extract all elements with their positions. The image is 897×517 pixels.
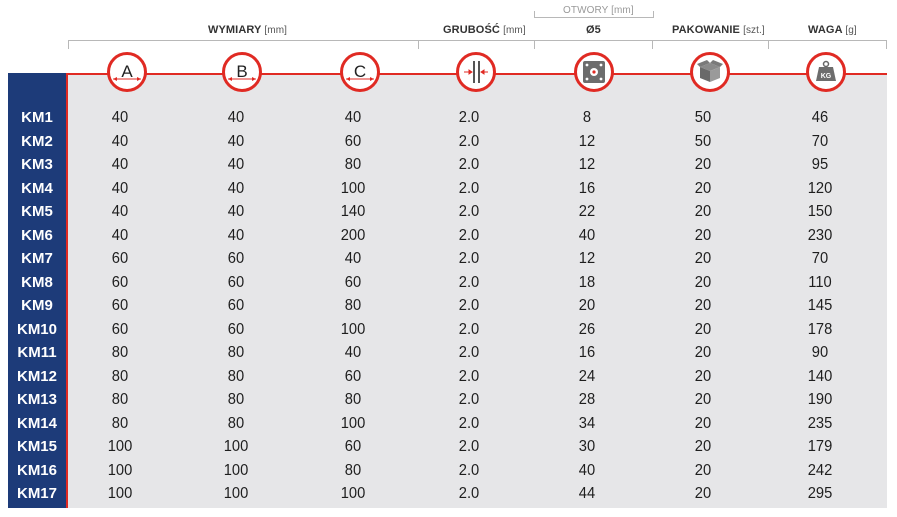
header-grubosc-label: GRUBOŚĆ: [443, 24, 500, 36]
weight-icon: [806, 52, 846, 92]
cell-b: 80: [227, 367, 245, 385]
cell-o: 24: [578, 367, 596, 385]
header-pakowanie-label: PAKOWANIE: [672, 24, 740, 36]
cell-a: 80: [111, 391, 129, 408]
cell-b: 100: [223, 438, 249, 455]
cell-b: 60: [227, 320, 245, 338]
cell-p: 20: [694, 273, 712, 291]
cell-p: 20: [694, 250, 712, 267]
cell-b: 40: [227, 226, 245, 244]
row-code: KM1: [21, 109, 53, 126]
cell-p: 20: [694, 461, 712, 479]
cell-p: 20: [694, 156, 712, 173]
cell-p: 20: [694, 226, 712, 244]
cell-a: 100: [107, 485, 133, 502]
table-row: [8, 412, 887, 435]
bracket-grubosc: [418, 40, 535, 49]
row-code: KM9: [21, 297, 53, 314]
cell-b: 80: [227, 414, 245, 432]
cell-c: 60: [344, 132, 362, 150]
cell-b: 40: [227, 156, 245, 173]
table-row: [8, 294, 887, 317]
cell-g: 2.0: [458, 391, 480, 408]
row-code: KM3: [21, 156, 53, 173]
cell-o: 28: [578, 391, 596, 408]
cell-p: 20: [694, 367, 712, 385]
row-code: KM12: [16, 367, 57, 385]
dimension-a-letter: A: [121, 62, 133, 81]
box-icon: [690, 52, 730, 92]
header-pakowanie-unit: [szt.]: [743, 25, 765, 36]
cell-o: 40: [578, 461, 596, 479]
cell-b: 40: [227, 203, 245, 220]
cell-w: 150: [807, 203, 833, 220]
table-row: [8, 247, 887, 270]
cell-o: 22: [578, 203, 596, 220]
table-row: [8, 200, 887, 223]
row-code: KM17: [16, 485, 57, 502]
cell-a: 100: [107, 461, 133, 479]
cell-c: 60: [344, 273, 362, 291]
cell-c: 100: [340, 485, 366, 502]
cell-p: 20: [694, 203, 712, 220]
cell-p: 20: [694, 391, 712, 408]
cell-o: 40: [578, 226, 596, 244]
cell-c: 40: [344, 109, 362, 126]
cell-o: 34: [578, 414, 596, 432]
cell-o: 18: [578, 273, 596, 291]
cell-g: 2.0: [458, 273, 480, 291]
cell-a: 60: [111, 320, 129, 338]
cell-c: 60: [344, 438, 362, 455]
cell-g: 2.0: [458, 461, 480, 479]
dimension-b-letter: B: [236, 62, 248, 81]
cell-p: 20: [694, 179, 712, 197]
cell-b: 40: [227, 109, 245, 126]
bracket-otwory: [534, 11, 654, 18]
thickness-icon: [456, 52, 496, 92]
cell-p: 20: [694, 320, 712, 338]
cell-p: 50: [694, 132, 712, 150]
cell-g: 2.0: [458, 438, 480, 455]
header-waga-label: WAGA: [808, 24, 843, 36]
table-row: [8, 435, 887, 458]
cell-b: 80: [227, 391, 245, 408]
table-row: [8, 153, 887, 176]
cell-b: 80: [227, 344, 245, 361]
header-fi: Ø5: [586, 24, 601, 36]
cell-g: 2.0: [458, 414, 480, 432]
cell-w: 235: [807, 414, 833, 432]
table-row: [8, 106, 887, 129]
bracket-wymiary: [68, 40, 419, 49]
weight-icon-label: KG: [820, 73, 832, 80]
cell-g: 2.0: [458, 485, 480, 502]
cell-c: 80: [344, 391, 362, 408]
cell-w: 179: [807, 438, 833, 455]
header-wymiary-label: WYMIARY: [208, 24, 262, 36]
row-code: KM14: [16, 414, 57, 432]
cell-a: 60: [111, 273, 129, 291]
cell-c: 40: [344, 344, 362, 361]
dimension-a-icon: [107, 52, 147, 92]
header-otwory: OTWORY [mm]: [563, 5, 634, 16]
dimension-b-icon: [222, 52, 262, 92]
cell-p: 20: [694, 344, 712, 361]
cell-o: 20: [578, 297, 596, 314]
row-code: KM8: [21, 273, 53, 291]
cell-o: 26: [578, 320, 596, 338]
cell-o: 8: [582, 109, 592, 126]
cell-w: 46: [811, 109, 829, 126]
cell-c: 60: [344, 367, 362, 385]
cell-w: 190: [807, 391, 833, 408]
row-code: KM2: [21, 132, 53, 150]
cell-g: 2.0: [458, 297, 480, 314]
cell-w: 70: [811, 250, 829, 267]
row-code: KM10: [16, 320, 57, 338]
header-grubosc-unit: [mm]: [503, 25, 526, 36]
cell-w: 230: [807, 226, 833, 244]
cell-o: 44: [578, 485, 596, 502]
cell-c: 100: [340, 414, 366, 432]
cell-w: 145: [807, 297, 833, 314]
cell-a: 80: [111, 367, 129, 385]
cell-a: 80: [111, 414, 129, 432]
cell-b: 100: [223, 461, 249, 479]
cell-p: 20: [694, 297, 712, 314]
cell-b: 60: [227, 273, 245, 291]
row-code: KM6: [21, 226, 53, 244]
cell-p: 20: [694, 485, 712, 502]
row-code: KM11: [17, 344, 57, 361]
cell-c: 80: [344, 297, 362, 314]
cell-g: 2.0: [458, 109, 480, 126]
cell-p: 20: [694, 438, 712, 455]
cell-o: 12: [578, 132, 596, 150]
cell-o: 12: [578, 250, 596, 267]
bracket-fi: [534, 40, 653, 49]
table-row: [8, 177, 887, 200]
row-code: KM13: [16, 391, 57, 408]
cell-w: 70: [811, 132, 829, 150]
cell-g: 2.0: [458, 179, 480, 197]
row-code: KM15: [16, 438, 57, 455]
cell-p: 20: [694, 414, 712, 432]
cell-c: 100: [340, 320, 366, 338]
header-wymiary: [208, 24, 287, 36]
row-code: KM16: [16, 461, 57, 479]
cell-a: 40: [111, 132, 129, 150]
table-row: [8, 365, 887, 388]
cell-g: 2.0: [458, 344, 480, 361]
row-code: KM7: [21, 250, 53, 267]
cell-w: 120: [807, 179, 833, 197]
dimension-c-icon: [340, 52, 380, 92]
cell-a: 100: [107, 438, 133, 455]
cell-o: 30: [578, 438, 596, 455]
table-row: [8, 318, 887, 341]
cell-o: 12: [578, 156, 596, 173]
cell-w: 242: [807, 461, 833, 479]
header-grubosc: [443, 24, 526, 36]
cell-a: 40: [111, 203, 129, 220]
cell-c: 100: [340, 179, 366, 197]
row-code: KM5: [21, 203, 53, 220]
cell-w: 95: [811, 156, 829, 173]
dimension-c-letter: C: [353, 62, 367, 81]
cell-g: 2.0: [458, 367, 480, 385]
header-waga-unit: [g]: [845, 25, 857, 36]
table-row: [8, 341, 887, 364]
cell-a: 60: [111, 250, 129, 267]
cell-c: 80: [344, 156, 362, 173]
cell-g: 2.0: [458, 320, 480, 338]
cell-a: 40: [111, 179, 129, 197]
header-pakowanie: [672, 24, 765, 36]
bracket-waga: [768, 40, 887, 49]
table-row: [8, 130, 887, 153]
cell-p: 50: [694, 109, 712, 126]
cell-a: 80: [111, 344, 129, 361]
cell-g: 2.0: [458, 226, 480, 244]
cell-b: 60: [227, 250, 245, 267]
table-row: [8, 224, 887, 247]
cell-w: 295: [807, 485, 833, 502]
table-row: [8, 482, 887, 505]
cell-c: 200: [340, 226, 366, 244]
cell-g: 2.0: [458, 250, 480, 267]
cell-g: 2.0: [458, 132, 480, 150]
table-row: [8, 388, 887, 411]
cell-o: 16: [578, 179, 596, 197]
cell-b: 100: [223, 485, 249, 502]
cell-w: 110: [808, 273, 832, 291]
cell-a: 60: [111, 297, 129, 314]
cell-c: 80: [344, 461, 362, 479]
cell-b: 60: [227, 297, 245, 314]
cell-c: 140: [340, 203, 366, 220]
table-row: [8, 271, 887, 294]
cell-g: 2.0: [458, 203, 480, 220]
cell-w: 90: [811, 344, 829, 361]
cell-o: 16: [578, 344, 596, 361]
cell-g: 2.0: [458, 156, 480, 173]
bracket-pakowanie: [652, 40, 769, 49]
cell-w: 178: [807, 320, 833, 338]
cell-c: 40: [344, 250, 362, 267]
cell-b: 40: [227, 132, 245, 150]
cell-b: 40: [227, 179, 245, 197]
cell-a: 40: [111, 156, 129, 173]
header-wymiary-unit: [mm]: [264, 25, 288, 36]
cell-a: 40: [111, 109, 129, 126]
cell-a: 40: [111, 226, 129, 244]
row-code: KM4: [21, 179, 53, 197]
hole-plate-icon: [574, 52, 614, 92]
cell-w: 140: [807, 367, 833, 385]
header-waga: [808, 24, 857, 36]
table-row: [8, 459, 887, 482]
